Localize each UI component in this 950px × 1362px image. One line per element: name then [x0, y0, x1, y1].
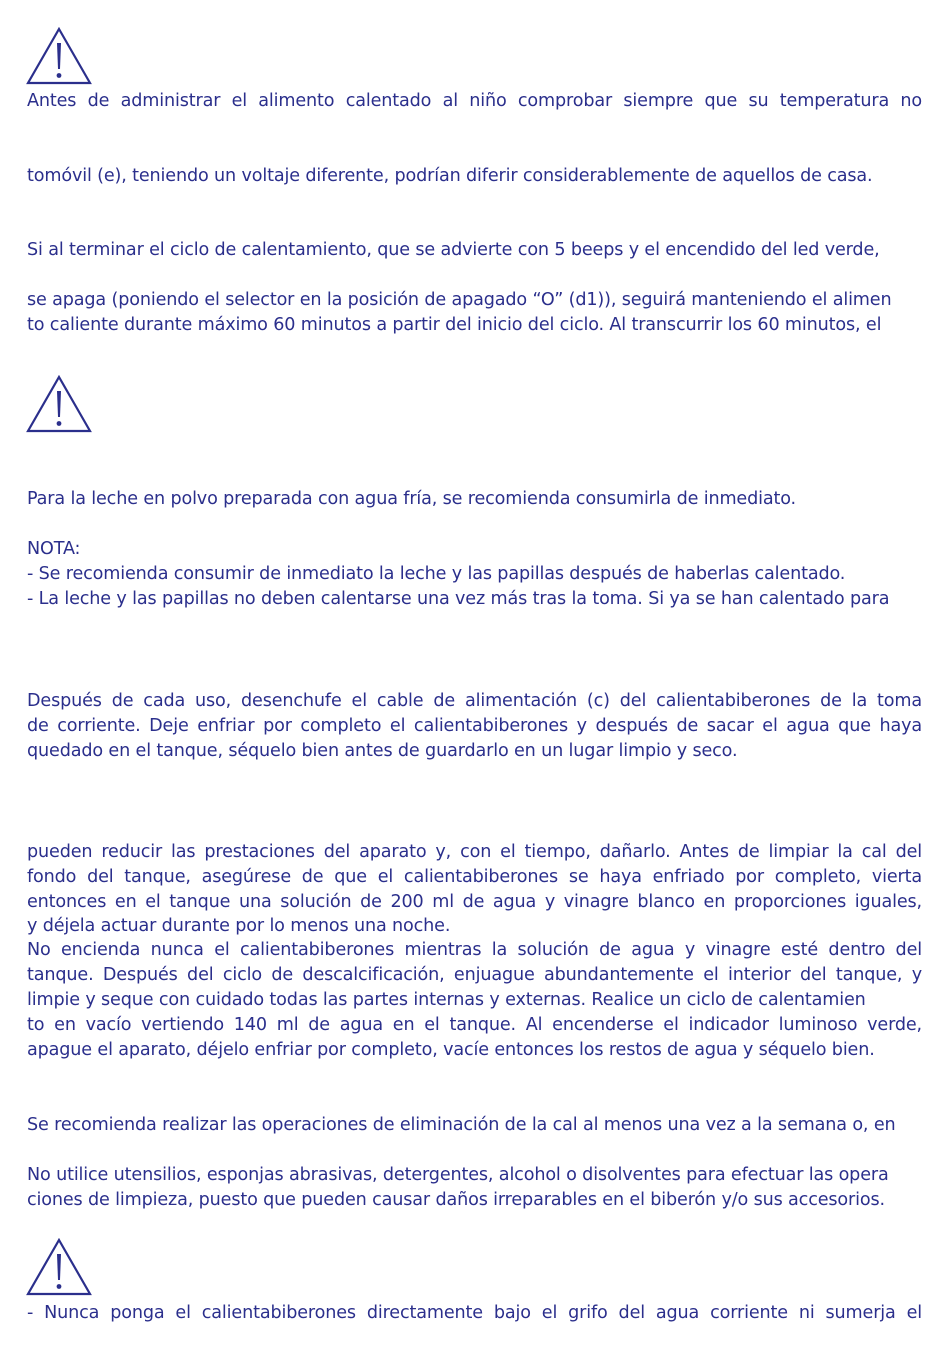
text-line: Después de cada uso, desenchufe el cable de alimentación (c) del calientabiberones de la toma — [27, 691, 922, 711]
text-line: tomóvil (e), teniendo un voltaje diferente, podrían diferir considerablemente de aquellos de casa. — [27, 166, 873, 186]
text-line: Para la leche en polvo preparada con agua fría, se recomienda consumirla de inmediato. — [27, 489, 796, 509]
text-line: apague el aparato, déjelo enfriar por completo, vacíe entonces los restos de agua y séquelo bien. — [27, 1040, 875, 1060]
text-line: de corriente. Deje enfriar por completo el calientabiberones y después de sacar el agua que haya — [27, 716, 922, 736]
text-line: No utilice utensilios, esponjas abrasivas, detergentes, alcohol o disolventes para efectuar las opera — [27, 1165, 889, 1185]
text-line: No encienda nunca el calientabiberones mientras la solución de agua y vinagre esté dentro del — [27, 940, 922, 960]
text-line: Si al terminar el ciclo de calentamiento, que se advierte con 5 beeps y el encendido del led verde, — [27, 240, 880, 260]
note-heading: NOTA: — [27, 539, 81, 559]
text-line: - Se recomienda consumir de inmediato la leche y las papillas después de haberlas calentado. — [27, 564, 846, 584]
warning-triangle-icon — [26, 1238, 92, 1296]
text-line: Antes de administrar el alimento calentado al niño comprobar siempre que su temperatura no — [27, 91, 922, 111]
text-line: y déjela actuar durante por lo menos una noche. — [27, 916, 451, 936]
warning-triangle-icon — [26, 375, 92, 433]
text-line: quedado en el tanque, séquelo bien antes de guardarlo en un lugar limpio y seco. — [27, 741, 738, 761]
text-line: limpie y seque con cuidado todas las partes internas y externas. Realice un ciclo de calentamien — [27, 990, 866, 1010]
text-line: entonces en el tanque una solución de 200 ml de agua y vinagre blanco en proporciones iguales, — [27, 892, 922, 912]
text-line: to en vacío vertiendo 140 ml de agua en el tanque. Al encenderse el indicador luminoso verde, — [27, 1015, 922, 1035]
warning-triangle-icon — [26, 27, 92, 85]
text-line: Se recomienda realizar las operaciones de eliminación de la cal al menos una vez a la semana o, en — [27, 1115, 896, 1135]
text-line: ciones de limpieza, puesto que pueden causar daños irreparables en el biberón y/o sus accesorios. — [27, 1190, 885, 1210]
text-line: se apaga (poniendo el selector en la posición de apagado “O” (d1)), seguirá manteniendo el alimen — [27, 290, 892, 310]
text-line: fondo del tanque, asegúrese de que el calientabiberones se haya enfriado por completo, vierta — [27, 867, 922, 887]
text-line: tanque. Después del ciclo de descalcificación, enjuague abundantemente el interior del tanque, y — [27, 965, 922, 985]
text-line: - La leche y las papillas no deben calentarse una vez más tras la toma. Si ya se han calentado para — [27, 589, 890, 609]
text-line: pueden reducir las prestaciones del aparato y, con el tiempo, dañarlo. Antes de limpiar la cal del — [27, 842, 922, 862]
text-line: to caliente durante máximo 60 minutos a partir del inicio del ciclo. Al transcurrir los 60 minutos, el — [27, 315, 882, 335]
text-line: - Nunca ponga el calientabiberones directamente bajo el grifo del agua corriente ni sumerja el — [27, 1303, 922, 1323]
